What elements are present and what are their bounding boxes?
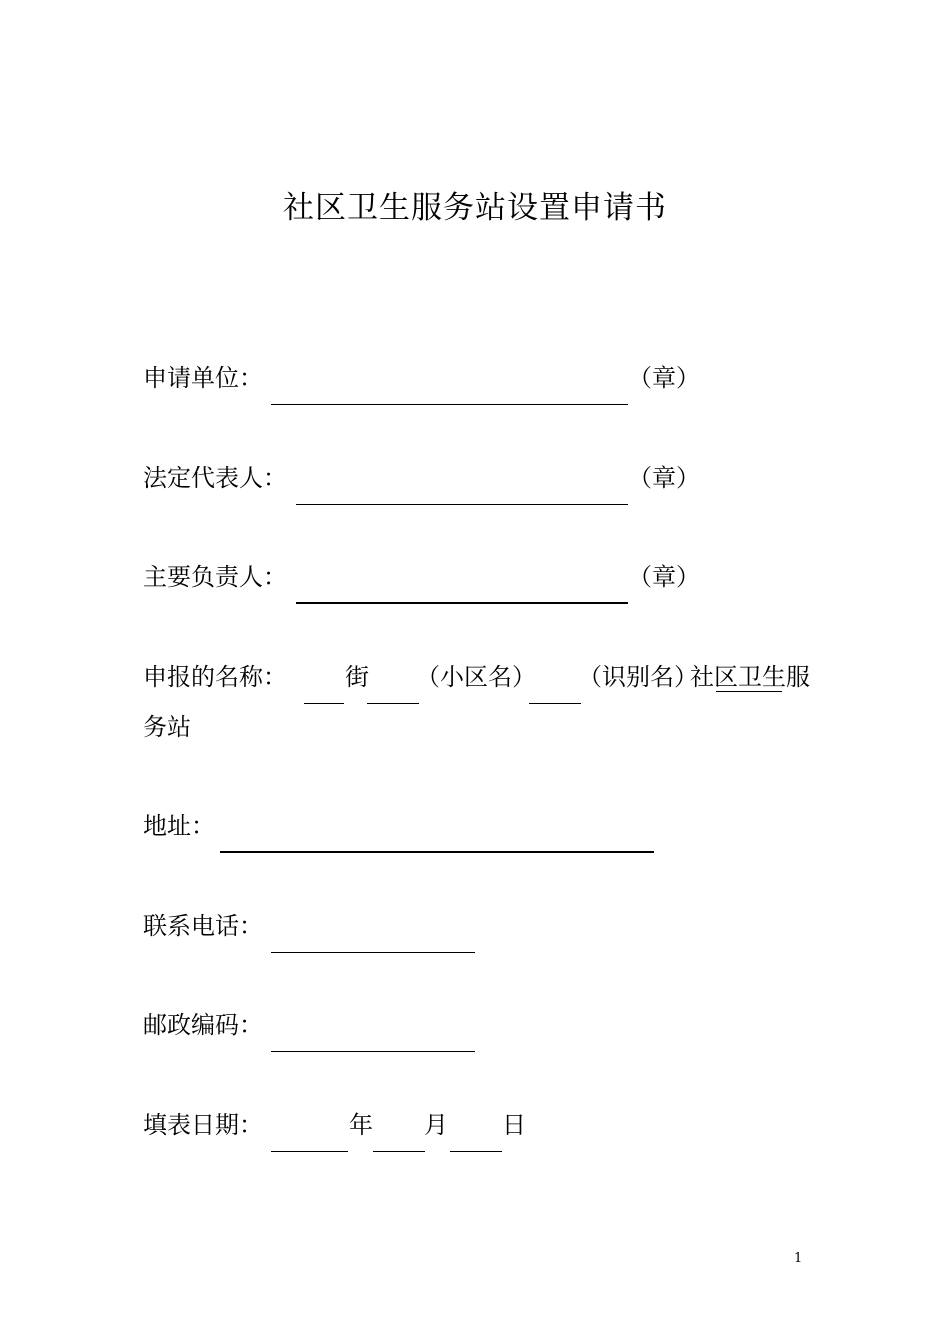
year-field[interactable] <box>271 1151 348 1152</box>
legal-rep-seal: （章） <box>628 464 700 492</box>
postcode-field[interactable] <box>271 1051 475 1052</box>
applicant-unit-field[interactable] <box>271 404 628 405</box>
legal-rep-label: 法定代表人： <box>143 464 287 492</box>
declared-name-tail: 社区卫生服 <box>690 663 810 691</box>
postcode-label: 邮政编码： <box>143 1011 263 1039</box>
identifier-text: （识别名） <box>578 663 698 691</box>
street-text: 街 <box>345 663 369 691</box>
principal-label: 主要负责人： <box>143 563 287 591</box>
fill-date-label: 填表日期： <box>143 1111 263 1139</box>
page-number: 1 <box>794 1251 803 1266</box>
tail-underline <box>716 691 782 692</box>
declared-name-line2: 务站 <box>143 713 191 741</box>
address-field[interactable] <box>220 851 654 853</box>
applicant-unit-label: 申请单位： <box>143 364 263 392</box>
community-field[interactable] <box>367 703 419 704</box>
identifier-field[interactable] <box>529 703 581 704</box>
month-text: 月 <box>424 1111 448 1139</box>
day-text: 日 <box>502 1111 526 1139</box>
phone-label: 联系电话： <box>143 912 263 940</box>
address-label: 地址： <box>143 812 215 840</box>
page-title: 社区卫生服务站设置申请书 <box>283 190 667 226</box>
street-field[interactable] <box>304 703 344 704</box>
month-field[interactable] <box>373 1151 425 1152</box>
legal-rep-field[interactable] <box>296 504 628 505</box>
phone-field[interactable] <box>271 952 475 953</box>
declared-name-label: 申报的名称： <box>143 663 287 691</box>
day-field[interactable] <box>450 1151 502 1152</box>
principal-field[interactable] <box>296 602 628 604</box>
year-text: 年 <box>349 1111 373 1139</box>
principal-seal: （章） <box>628 563 700 591</box>
applicant-unit-seal: （章） <box>628 364 700 392</box>
community-text: （小区名） <box>416 663 536 691</box>
